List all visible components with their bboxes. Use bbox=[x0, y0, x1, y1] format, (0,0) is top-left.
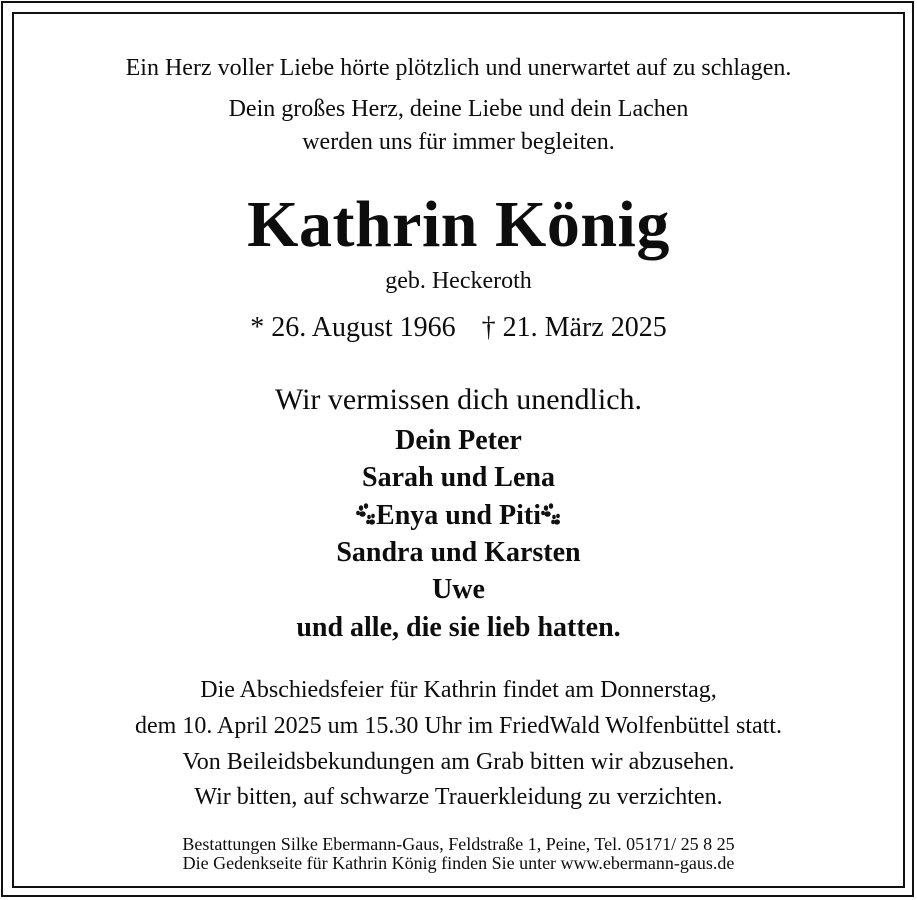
paw-prints-icon bbox=[541, 502, 561, 526]
mourner-line: Sarah und Lena bbox=[362, 462, 555, 493]
life-dates bbox=[14, 311, 903, 345]
funeral-home-info: Bestattungen Silke Ebermann-Gaus, Feldstraße 1, Peine, Tel. 05171/ 25 8 25 bbox=[182, 834, 735, 854]
mourner-line: Sandra und Karsten bbox=[336, 537, 581, 568]
service-line-4: Wir bitten, auf schwarze Trauerkleidung zu verzichten. bbox=[194, 784, 723, 810]
mourner-line: Dein Peter bbox=[395, 425, 522, 456]
paw-prints-icon bbox=[356, 502, 376, 526]
service-line-2: dem 10. April 2025 um 15.30 Uhr im FriedWald Wolfenbüttel statt. bbox=[135, 713, 782, 739]
memorial-page-info: Die Gedenkseite für Kathrin König finden Sie unter www.ebermann-gaus.de bbox=[182, 853, 735, 873]
farewell-message: Wir vermissen dich unendlich. bbox=[274, 383, 643, 416]
mourner-line: Uwe bbox=[432, 574, 485, 605]
birth-date: * 26. August 1966 bbox=[250, 312, 456, 343]
intro-line-2: Dein großes Herz, deine Liebe und dein Lachen bbox=[228, 96, 689, 122]
service-line-3: Von Beileidsbekundungen am Grab bitten wir abzusehen. bbox=[182, 749, 735, 775]
mourner-line: und alle, die sie lieb hatten. bbox=[296, 612, 621, 643]
maiden-name: geb. Heckeroth bbox=[385, 268, 532, 294]
deceased-name: Kathrin König bbox=[247, 188, 670, 261]
pets-names: Enya und Piti bbox=[376, 500, 541, 531]
death-date: † 21. März 2025 bbox=[481, 312, 667, 343]
service-line-1: Die Abschiedsfeier für Kathrin findet am Donnerstag, bbox=[200, 677, 717, 703]
mourner-line-pets bbox=[14, 499, 903, 533]
obituary-notice bbox=[14, 14, 903, 886]
intro-line-1: Ein Herz voller Liebe hörte plötzlich und unerwartet auf zu schlagen. bbox=[125, 55, 792, 81]
intro-line-3: werden uns für immer begleiten. bbox=[302, 129, 615, 155]
